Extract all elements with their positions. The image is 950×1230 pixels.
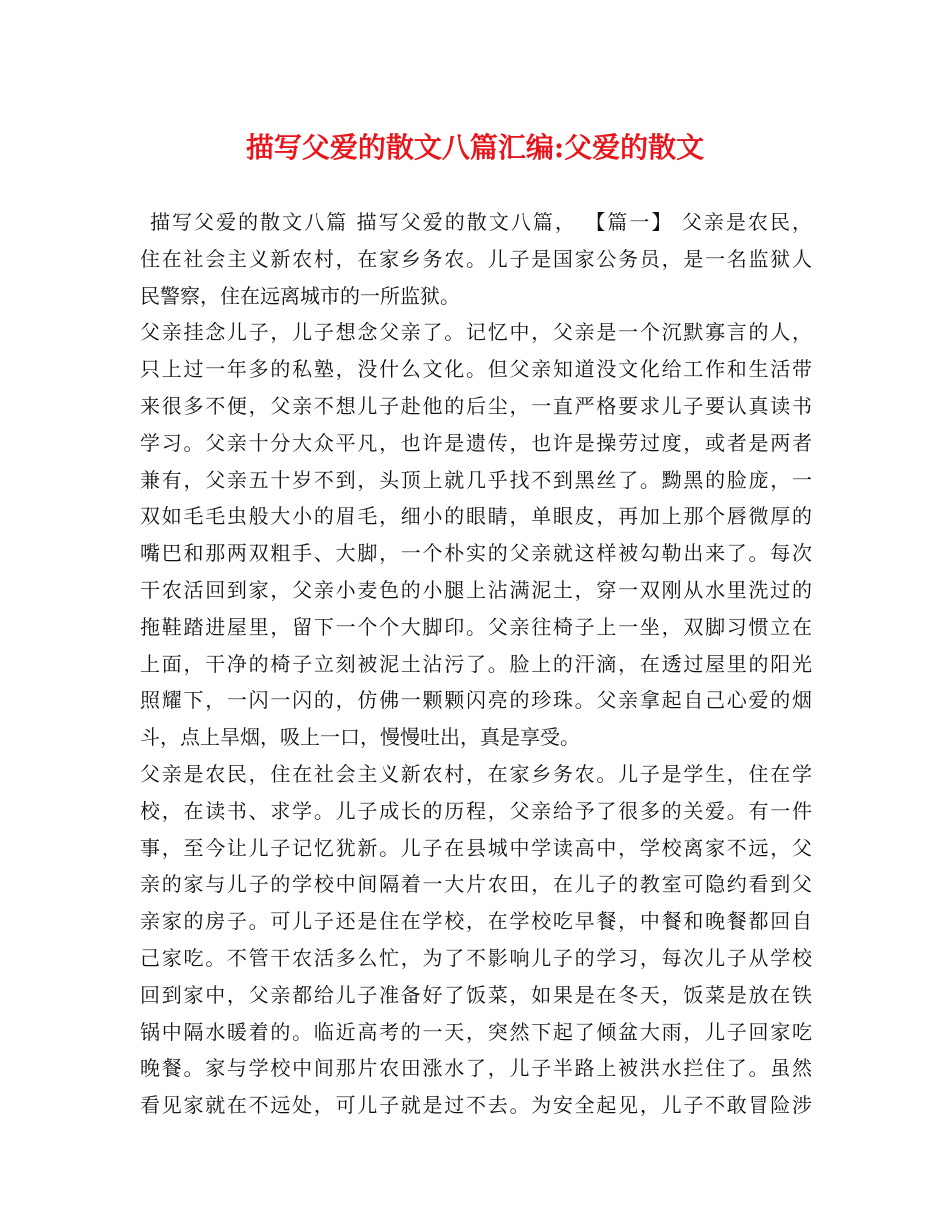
text-line: 学习。父亲十分大众平凡，也许是遗传，也许是操劳过度，或者是两者 bbox=[140, 430, 812, 455]
text-line: 来很多不便，父亲不想儿子赴他的后尘，一直严格要求儿子要认真读书 bbox=[140, 393, 812, 418]
text-line: 双如毛毛虫般大小的眉毛，细小的眼睛，单眼皮，再加上那个唇微厚的 bbox=[140, 504, 812, 529]
text-line: 锅中隔水暖着的。临近高考的一天，突然下起了倾盆大雨，儿子回家吃 bbox=[140, 1019, 812, 1044]
text-line: 斗，点上旱烟，吸上一口，慢慢吐出，真是享受。 bbox=[140, 725, 580, 750]
text-line: 兼有，父亲五十岁不到，头顶上就几乎找不到黑丝了。黝黑的脸庞，一 bbox=[140, 467, 812, 492]
text-line: 干农活回到家，父亲小麦色的小腿上沾满泥土，穿一双刚从水里洗过的 bbox=[140, 577, 812, 602]
text-line: 拖鞋踏进屋里，留下一个个大脚印。父亲往椅子上一坐，双脚习惯立在 bbox=[140, 614, 812, 639]
document-body bbox=[140, 204, 812, 1124]
text-line: 亲的家与儿子的学校中间隔着一大片农田，在儿子的教室可隐约看到父 bbox=[140, 872, 812, 897]
text-line: 只上过一年多的私塾，没什么文化。但父亲知道没文化给工作和生活带 bbox=[140, 357, 812, 382]
text-line: 父亲挂念儿子，儿子想念父亲了。记忆中，父亲是一个沉默寡言的人， bbox=[140, 320, 812, 345]
text-line: 己家吃。不管干农活多么忙，为了不影响儿子的学习，每次儿子从学校 bbox=[140, 945, 812, 970]
text-line: 上面，干净的椅子立刻被泥土沾污了。脸上的汗滴，在透过屋里的阳光 bbox=[140, 651, 812, 676]
text-line: 晚餐。家与学校中间那片农田涨水了，儿子半路上被洪水拦住了。虽然 bbox=[140, 1056, 812, 1081]
document-title: 描写父爱的散文八篇汇编:父爱的散文 bbox=[245, 131, 705, 164]
text-line: 回到家中，父亲都给儿子准备好了饭菜，如果是在冬天，饭菜是放在铁 bbox=[140, 982, 812, 1007]
text-line: 父亲是农民，住在社会主义新农村，在家乡务农。儿子是学生，住在学 bbox=[140, 761, 812, 786]
text-line: 民警察，住在远离城市的一所监狱。 bbox=[140, 283, 460, 308]
text-line: 亲家的房子。可儿子还是住在学校，在学校吃早餐，中餐和晚餐都回自 bbox=[140, 909, 812, 934]
text-line: 住在社会主义新农村，在家乡务农。儿子是国家公务员，是一名监狱人 bbox=[140, 246, 812, 271]
text-line: 描写父爱的散文八篇 描写父爱的散文八篇， 【篇一】 父亲是农民， bbox=[150, 210, 812, 234]
text-line: 嘴巴和那两双粗手、大脚，一个朴实的父亲就这样被勾勒出来了。每次 bbox=[140, 541, 812, 566]
text-line: 照耀下，一闪一闪的，仿佛一颗颗闪亮的珍珠。父亲拿起自己心爱的烟 bbox=[140, 688, 812, 713]
text-line: 校，在读书、求学。儿子成长的历程，父亲给予了很多的关爱。有一件 bbox=[140, 798, 812, 823]
text-line: 事，至今让儿子记忆犹新。儿子在县城中学读高中，学校离家不远，父 bbox=[140, 835, 812, 860]
text-line: 看见家就在不远处，可儿子就是过不去。为安全起见，儿子不敢冒险涉 bbox=[140, 1093, 812, 1118]
